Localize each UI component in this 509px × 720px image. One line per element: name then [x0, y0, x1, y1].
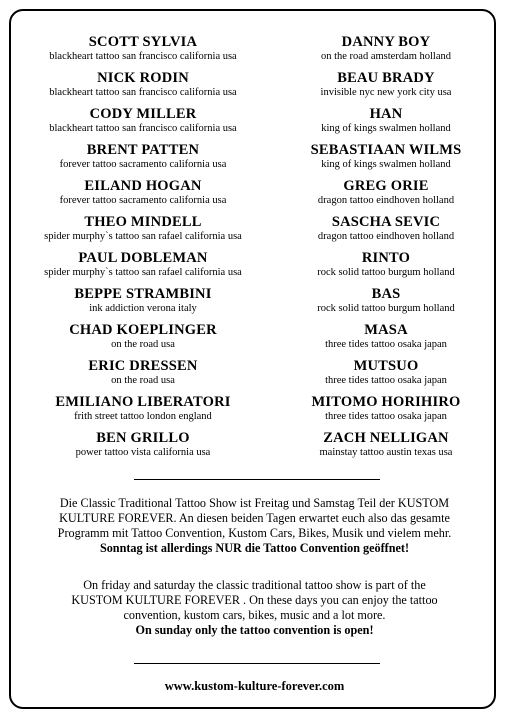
artist-entry	[23, 286, 263, 322]
german-bold-notice: Sonntag ist allerdings NUR die Tattoo Convention geöffnet!	[99, 541, 410, 555]
artist-shop: rock solid tattoo burgum holland	[317, 267, 455, 278]
german-paragraph	[24, 496, 485, 556]
artist-name: HAN	[369, 106, 403, 122]
artist-entry	[266, 70, 506, 106]
artist-shop: blackheart tattoo san francisco california usa	[49, 51, 237, 62]
artist-shop: dragon tattoo eindhoven holland	[317, 195, 455, 206]
artist-shop: spider murphy`s tattoo san rafael california usa	[44, 267, 242, 278]
artist-shop: blackheart tattoo san francisco california usa	[49, 123, 237, 134]
artist-entry	[23, 250, 263, 286]
artist-name: ERIC DRESSEN	[88, 358, 198, 374]
artist-name: CHAD KOEPLINGER	[69, 322, 217, 338]
divider-top	[134, 479, 380, 480]
artist-name: ZACH NELLIGAN	[323, 430, 449, 446]
artist-shop: ink addiction verona italy	[89, 303, 197, 314]
artist-shop: frith street tattoo london england	[74, 411, 212, 422]
artist-name: THEO MINDELL	[84, 214, 202, 230]
artist-entry	[23, 34, 263, 70]
english-paragraph	[24, 578, 485, 638]
artist-name: EMILIANO LIBERATORI	[55, 394, 231, 410]
artist-shop: three tides tattoo osaka japan	[325, 339, 447, 350]
artist-entry	[23, 70, 263, 106]
artist-shop: blackheart tattoo san francisco california usa	[49, 87, 237, 98]
artist-shop: spider murphy`s tattoo san rafael california usa	[44, 231, 242, 242]
artist-shop: on the road usa	[111, 339, 175, 350]
artist-name: BEAU BRADY	[337, 70, 435, 86]
artist-entry	[23, 322, 263, 358]
artist-entry	[266, 178, 506, 214]
artist-name: MITOMO HORIHIRO	[311, 394, 461, 410]
artist-entry	[266, 34, 506, 70]
english-line: KUSTOM KULTURE FOREVER . On these days you can enjoy the tattoo	[71, 593, 438, 607]
artist-entry	[23, 106, 263, 142]
artist-entry	[266, 394, 506, 430]
artist-name: EILAND HOGAN	[84, 178, 202, 194]
artist-name: NICK RODIN	[97, 70, 189, 86]
artist-entry	[23, 430, 263, 466]
artist-shop: forever tattoo sacramento california usa	[59, 195, 227, 206]
website-url: www.kustom-kulture-forever.com	[164, 679, 345, 693]
artist-name: BEN GRILLO	[96, 430, 190, 446]
artist-name: BAS	[371, 286, 401, 302]
artist-shop: power tattoo vista california usa	[75, 447, 211, 458]
artist-shop: three tides tattoo osaka japan	[325, 411, 447, 422]
artist-name: RINTO	[361, 250, 411, 266]
artist-name: SCOTT SYLVIA	[88, 34, 198, 50]
artist-name: MUTSUO	[353, 358, 419, 374]
artist-name: PAUL DOBLEMAN	[78, 250, 208, 266]
artist-entry	[23, 358, 263, 394]
artist-entry	[23, 142, 263, 178]
artist-name: MASA	[364, 322, 408, 338]
german-line: Programm mit Tattoo Convention, Kustom Cars, Bikes, Musik und vielem mehr.	[57, 526, 452, 540]
artist-name: GREG ORIE	[343, 178, 429, 194]
artist-column-right	[266, 34, 506, 466]
english-line: convention, kustom cars, bikes, music and a lot more.	[123, 608, 386, 622]
artist-entry	[266, 322, 506, 358]
artist-shop: invisible nyc new york city usa	[320, 87, 452, 98]
artist-name: BEPPE STRAMBINI	[74, 286, 212, 302]
artist-shop: rock solid tattoo burgum holland	[317, 303, 455, 314]
artist-shop: on the road amsterdam holland	[320, 51, 452, 62]
artist-shop: dragon tattoo eindhoven holland	[317, 231, 455, 242]
artist-entry	[266, 214, 506, 250]
artist-entry	[266, 106, 506, 142]
artist-shop: three tides tattoo osaka japan	[325, 375, 447, 386]
german-line: KULTURE FOREVER. An diesen beiden Tagen erwartet euch also das gesamte	[59, 511, 450, 525]
artist-name: SEBASTIAAN WILMS	[310, 142, 462, 158]
artist-shop: king of kings swalmen holland	[321, 159, 451, 170]
divider-bottom	[134, 663, 380, 664]
artist-shop: on the road usa	[111, 375, 175, 386]
artist-shop: mainstay tattoo austin texas usa	[319, 447, 453, 458]
artist-entry	[266, 430, 506, 466]
artist-entry	[266, 142, 506, 178]
artist-name: BRENT PATTEN	[86, 142, 200, 158]
artist-name: SASCHA SEVIC	[331, 214, 441, 230]
english-line: On friday and saturday the classic traditional tattoo show is part of the	[83, 578, 426, 592]
artist-entry	[266, 250, 506, 286]
english-bold-notice: On sunday only the tattoo convention is open!	[135, 623, 374, 637]
artist-column-left	[23, 34, 263, 466]
artist-shop: king of kings swalmen holland	[321, 123, 451, 134]
artist-entry	[23, 214, 263, 250]
artist-entry	[266, 358, 506, 394]
artist-entry	[266, 286, 506, 322]
artist-entry	[23, 178, 263, 214]
artist-shop: forever tattoo sacramento california usa	[59, 159, 227, 170]
artist-name: DANNY BOY	[341, 34, 431, 50]
artist-name: CODY MILLER	[89, 106, 197, 122]
german-line: Die Classic Traditional Tattoo Show ist Freitag und Samstag Teil der KUSTOM	[59, 496, 450, 510]
artist-entry	[23, 394, 263, 430]
